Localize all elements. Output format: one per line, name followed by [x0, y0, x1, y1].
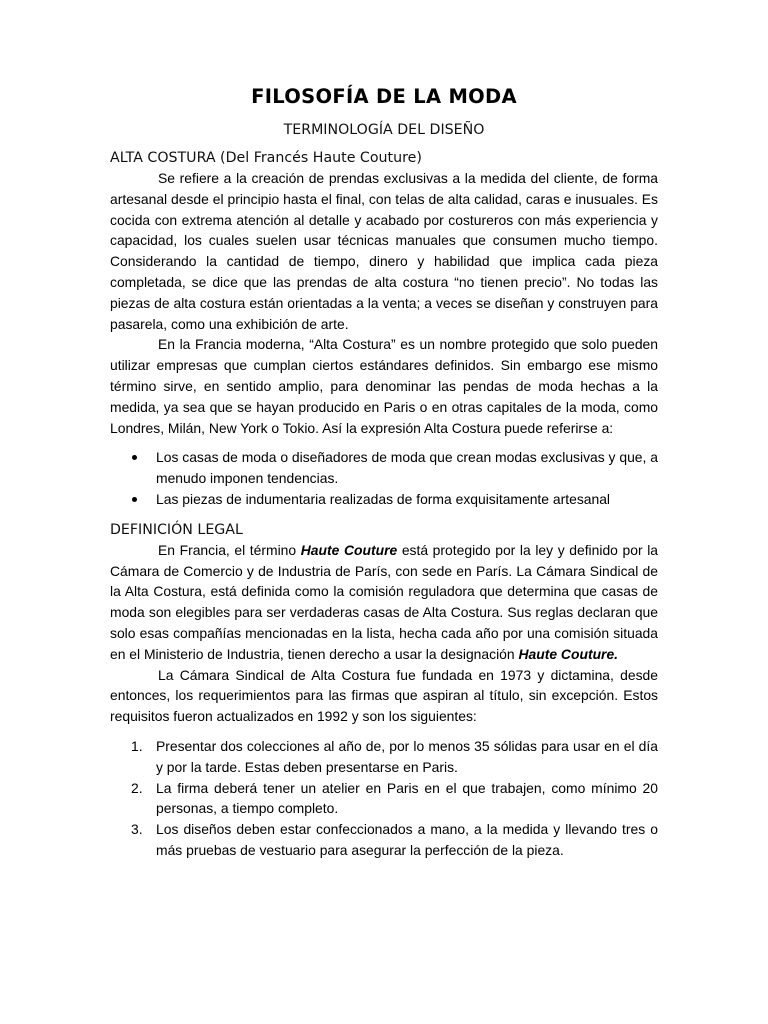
bullet-icon	[132, 497, 137, 502]
section-heading-alta-costura: ALTA COSTURA (Del Francés Haute Couture)	[110, 150, 422, 166]
numbered-item	[110, 778, 658, 820]
section-heading-definicion-legal: DEFINICIÓN LEGAL	[110, 521, 243, 538]
bullet-icon	[132, 455, 137, 460]
numbered-item	[110, 736, 658, 778]
bullet-text: Los casas de moda o diseñadores de moda que crean modas exclusivas y que, a menudo imponen tendencias.	[156, 449, 658, 487]
legal-text-part: En Francia, el término	[158, 541, 301, 558]
bullet-item	[110, 489, 658, 510]
item-text: Presentar dos colecciones al año de, por lo menos 35 sólidas para usar en el día y por la tarde. Estas deben presentarse en Paris.	[156, 737, 658, 775]
paragraph-francia-moderna: En la Francia moderna, “Alta Costura” es un nombre protegido que solo pueden utilizar empresas que cumplan ciertos estándares definidos. Sin embargo ese mismo término sirve, en sentido amplio, para denominar las pendas de moda hechas a la medida, ya sea que se hayan producido en Paris o en otras capitales de la moda, como Londres, Milán, New York o Tokio. Así la expresión Alta Costura puede referirse a:	[110, 336, 658, 436]
document-subtitle: TERMINOLOGÍA DEL DISEÑO	[283, 122, 485, 138]
item-number: 2.	[131, 779, 143, 796]
haute-couture-term: Haute Couture.	[518, 645, 619, 662]
item-number: 1.	[131, 737, 143, 754]
legal-text-part: está protegido por la ley y definido por la Cámara de Comercio y de Industria de París, con sede en París. La Cámara Sindical de la Alta Costura, está definida como la comisión reguladora que determina que casas de moda son elegibles para ser verdaderas casas de Alta Costura. Sus reglas declaran que solo esas compañías mencionadas en la lista, hecha cada año por una comisión situada en el Ministerio de Industria, tienen derecho a usar la designación	[110, 541, 659, 662]
paragraph-legal	[110, 540, 658, 665]
bullet-list	[110, 447, 658, 509]
document-title: FILOSOFÍA DE LA MODA	[251, 85, 517, 108]
paragraph-definition: Se refiere a la creación de prendas exclusivas a la medida del cliente, de forma artesanal desde el principio hasta el final, con telas de alta calidad, caras e inusuales. Es cocida con extrema atención al detalle y acabado por costureros con más experiencia y capacidad, los cuales suelen usar técnicas manuales que consumen mucho tiempo. Considerando la cantidad de tiempo, dinero y habilidad que implica cada pieza completada, se dice que las prendas de alta costura “no tienen precio”. No todas las piezas de alta costura están orientadas a la venta; a veces se diseñan y construyen para pasarela, como una exhibición de arte.	[110, 170, 658, 332]
item-text: La firma deberá tener un atelier en Paris en el que trabajen, como mínimo 20 personas, a tiempo completo.	[156, 779, 658, 817]
paragraph-camara-sindical: La Cámara Sindical de Alta Costura fue fundada en 1973 y dictamina, desde entonces, los requerimientos para las firmas que aspiran al título, sin excepción. Estos requisitos fueron actualizados en 1992 y son los siguientes:	[110, 666, 658, 725]
item-text: Los diseños deben estar confeccionados a mano, a la medida y llevando tres o más pruebas de vestuario para asegurar la perfección de la pieza.	[156, 821, 658, 858]
bullet-text: Las piezas de indumentaria realizadas de forma exquisitamente artesanal	[156, 490, 611, 507]
numbered-item	[110, 819, 658, 861]
document-page	[110, 84, 658, 861]
item-number: 3.	[131, 821, 143, 838]
haute-couture-term: Haute Couture	[300, 541, 398, 558]
numbered-list	[110, 736, 658, 861]
bullet-item	[110, 447, 658, 489]
